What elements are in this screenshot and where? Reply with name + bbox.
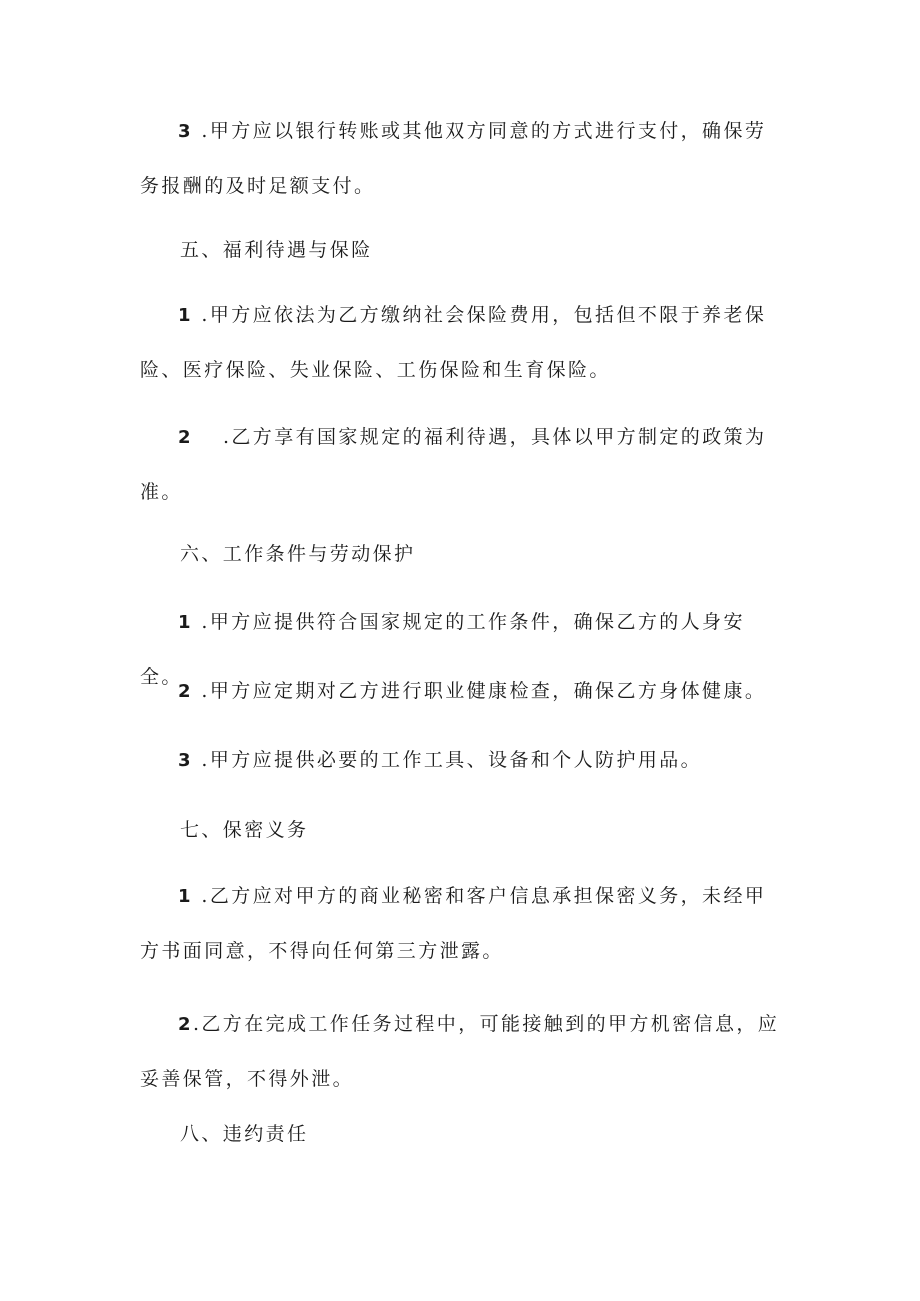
clause-number: 3 [178,121,193,142]
clause-number: 2 [178,1014,193,1035]
clause-text: 甲方应提供必要的工作工具、设备和个人防护用品。 [209,749,703,771]
clause-7-2 [140,997,785,1106]
clause-separator: . [192,1013,202,1035]
clause-separator: . [201,749,210,771]
clause-5-2 [140,410,785,519]
clause-separator: . [222,426,232,448]
section-heading-6: 六、工作条件与劳动保护 [180,543,416,565]
clause-number: 2 [178,681,193,702]
clause-7-1 [140,869,785,978]
clause-number: 2 [178,427,193,448]
clause-number: 3 [178,750,193,771]
clause-text: 甲方应提供符合国家规定的工作条件，确保乙方的人身安全。 [140,611,745,688]
clause-separator: . [201,304,210,326]
clause-text: 乙方享有国家规定的福利待遇，具体以甲方制定的政策为准。 [140,426,767,503]
section-heading-8: 八、违约责任 [180,1123,309,1145]
clause-5-1 [140,288,785,397]
clause-separator: . [201,120,210,142]
clause-6-2 [140,664,785,719]
clause-text: 乙方在完成工作任务过程中，可能接触到的甲方机密信息，应妥善保管，不得外泄。 [140,1013,780,1090]
clause-number: 1 [178,612,193,633]
clause-separator: . [201,680,210,702]
clause-4-3 [140,104,785,213]
clause-6-3 [140,733,785,788]
section-heading-5: 五、福利待遇与保险 [180,239,373,261]
section-heading-7: 七、保密义务 [180,819,309,841]
clause-text: 甲方应依法为乙方缴纳社会保险费用，包括但不限于养老保险、医疗保险、失业保险、工伤保险和生育保险。 [140,304,767,381]
clause-separator: . [201,885,210,907]
clause-text: 甲方应以银行转账或其他双方同意的方式进行支付，确保劳务报酬的及时足额支付。 [140,120,767,197]
clause-number: 1 [178,886,193,907]
clause-text: 乙方应对甲方的商业秘密和客户信息承担保密义务，未经甲方书面同意，不得向任何第三方泄露。 [140,885,767,962]
clause-separator: . [201,611,210,633]
clause-number: 1 [178,305,193,326]
clause-text: 甲方应定期对乙方进行职业健康检查，确保乙方身体健康。 [209,680,767,702]
